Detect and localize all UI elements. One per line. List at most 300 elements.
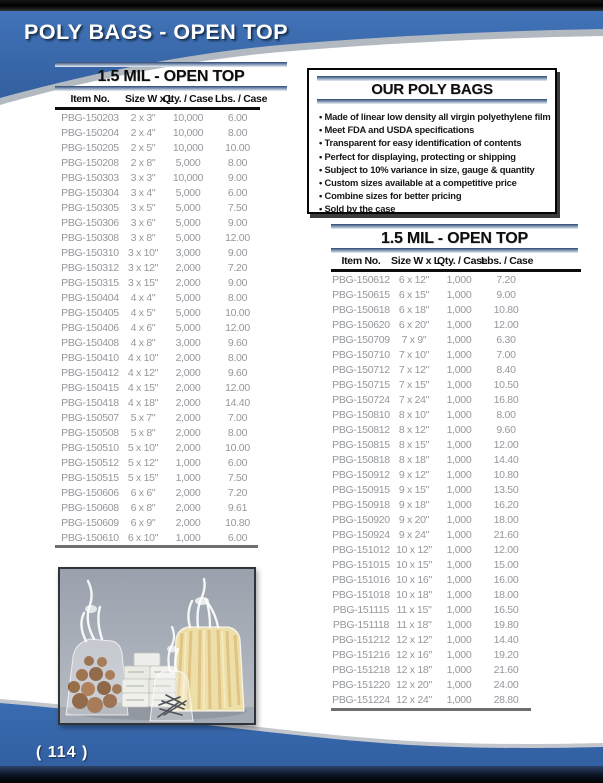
table-cell: PBG-151216 — [332, 648, 390, 661]
table-cell: 7 x 15" — [398, 378, 430, 391]
table-cell: 5,000 — [175, 231, 201, 244]
table-cell: 3,000 — [175, 246, 201, 259]
table-cell: PBG-150304 — [61, 186, 119, 199]
table-cell: 1,000 — [446, 498, 472, 511]
table-cell: 5,000 — [175, 201, 201, 214]
table-cell: PBG-150406 — [61, 321, 119, 334]
table-cell: 1,000 — [446, 273, 472, 286]
table-row — [55, 260, 287, 275]
feature-bullet: • Sold by the case — [319, 202, 547, 215]
table-row — [331, 377, 578, 392]
table-cell: 6 x 12" — [398, 273, 430, 286]
table-cell: 1,000 — [446, 393, 472, 406]
table-cell: 5,000 — [175, 216, 201, 229]
table-row — [331, 557, 578, 572]
table-cell: PBG-151016 — [332, 573, 390, 586]
table-cell: 1,000 — [446, 663, 472, 676]
table-row — [331, 482, 578, 497]
table-cell: PBG-150405 — [61, 306, 119, 319]
table-cell: 18.00 — [493, 513, 519, 526]
table-cell: PBG-150306 — [61, 216, 119, 229]
table-row — [331, 437, 578, 452]
table-cell: PBG-150205 — [61, 141, 119, 154]
table-cell: 3 x 12" — [127, 261, 159, 274]
bottom-rule — [55, 545, 258, 548]
table-cell: 10 x 16" — [396, 573, 432, 586]
table-row — [55, 440, 287, 455]
table-cell: 6 x 8" — [130, 501, 156, 514]
table-cell: 9 x 18" — [398, 498, 430, 511]
table-cell: 6.00 — [227, 456, 248, 469]
page-title: POLY BAGS - OPEN TOP — [24, 20, 289, 44]
table-cell: 10 x 15" — [396, 558, 432, 571]
table-cell: 15.00 — [493, 558, 519, 571]
table-title: 1.5 MIL - OPEN TOP — [381, 230, 528, 247]
table-cell: 10 x 18" — [396, 588, 432, 601]
table-cell: 1,000 — [175, 531, 201, 544]
table-cell: 2,000 — [175, 501, 201, 514]
table-row — [55, 335, 287, 350]
table-row — [331, 677, 578, 692]
table-cell: 19.80 — [493, 618, 519, 631]
table-row — [55, 305, 287, 320]
feature-bullet: • Transparent for easy identification of contents — [319, 136, 547, 149]
bottom-black-bar — [0, 766, 603, 783]
table-cell: PBG-150815 — [332, 438, 390, 451]
table-cell: PBG-150208 — [61, 156, 119, 169]
table-row — [55, 185, 287, 200]
table-cell: 14.40 — [493, 633, 519, 646]
table-cell: PBG-150203 — [61, 111, 119, 124]
table-cell: 12 x 12" — [396, 633, 432, 646]
table-cell: 3 x 3" — [130, 171, 156, 184]
table-cell: 9 x 20" — [398, 513, 430, 526]
table-cell: PBG-150915 — [332, 483, 390, 496]
table-cell: 6 x 15" — [398, 288, 430, 301]
table-cell: 4 x 18" — [127, 396, 159, 409]
table-row — [55, 155, 287, 170]
table-cell: 10.50 — [493, 378, 519, 391]
table-cell: PBG-150724 — [332, 393, 390, 406]
column-header: Lbs. / Case — [481, 255, 534, 267]
table-row — [55, 470, 287, 485]
table-cell: 5,000 — [175, 321, 201, 334]
table-cell: 12.00 — [225, 381, 250, 394]
table-cell: 8.00 — [227, 126, 248, 139]
table-row — [331, 422, 578, 437]
table-cell: 12.00 — [225, 321, 250, 334]
table-cell: PBG-150612 — [332, 273, 390, 286]
table-cell: PBG-150818 — [332, 453, 390, 466]
table-row — [55, 290, 287, 305]
table-cell: 3 x 4" — [130, 186, 156, 199]
feature-bullet: • Custom sizes available at a competitive price — [319, 176, 547, 189]
table-cell: 7.20 — [227, 486, 248, 499]
column-header: Size W x L — [391, 255, 440, 267]
table-cell: 6.00 — [227, 186, 248, 199]
table-cell: 2,000 — [175, 396, 201, 409]
table-cell: 9.00 — [227, 216, 248, 229]
table-row — [331, 467, 578, 482]
table-cell: 10.00 — [225, 306, 250, 319]
table-row — [331, 497, 578, 512]
table-cell: 5,000 — [175, 291, 201, 304]
table-cell: 12 x 20" — [396, 678, 432, 691]
table-row — [331, 332, 578, 347]
table-cell: 5 x 7" — [130, 411, 156, 424]
poly-bags-table-left — [55, 62, 287, 548]
table-cell: 4 x 5" — [130, 306, 156, 319]
table-cell: 6 x 6" — [130, 486, 156, 499]
table-cell: 16.20 — [493, 498, 519, 511]
page-number: ( 114 ) — [36, 744, 89, 761]
table-cell: PBG-150308 — [61, 231, 119, 244]
table-cell: PBG-151118 — [332, 618, 390, 631]
table-cell: 2,000 — [175, 486, 201, 499]
table-row — [331, 272, 578, 287]
table-cell: 6 x 9" — [130, 516, 156, 529]
table-cell: 21.60 — [493, 663, 519, 676]
table-cell: 1,000 — [446, 288, 472, 301]
table-row — [55, 410, 287, 425]
table-cell: 6.30 — [496, 333, 516, 346]
table-cell: 5 x 15" — [127, 471, 159, 484]
table-cell: PBG-151018 — [332, 588, 390, 601]
table-row — [55, 245, 287, 260]
table-cell: PBG-150508 — [61, 426, 119, 439]
table-row — [331, 542, 578, 557]
column-header: Qty. / Case — [437, 255, 488, 267]
table-cell: PBG-150404 — [61, 291, 119, 304]
table-cell: PBG-150810 — [332, 408, 390, 421]
gradient-rule — [317, 99, 547, 104]
table-row — [331, 407, 578, 422]
table-cell: 7 x 24" — [398, 393, 430, 406]
features-box — [307, 68, 557, 214]
table-cell: 1,000 — [446, 348, 472, 361]
table-cell: 10.80 — [493, 303, 519, 316]
table-cell: 10,000 — [172, 141, 204, 154]
table-row — [55, 485, 287, 500]
table-cell: 8 x 18" — [398, 453, 430, 466]
table-cell: PBG-151220 — [332, 678, 390, 691]
table-cell: 9.00 — [227, 171, 248, 184]
table-cell: 3,000 — [175, 336, 201, 349]
table-cell: 1,000 — [446, 408, 472, 421]
table-cell: 7 x 9" — [401, 333, 427, 346]
table-cell: 1,000 — [446, 453, 472, 466]
table-cell: PBG-150615 — [332, 288, 390, 301]
table-cell: 5,000 — [175, 186, 201, 199]
table-cell: 1,000 — [446, 513, 472, 526]
table-cell: 1,000 — [446, 363, 472, 376]
table-cell: 9 x 24" — [398, 528, 430, 541]
table-cell: PBG-150204 — [61, 126, 119, 139]
table-cell: PBG-151015 — [332, 558, 390, 571]
feature-bullet: • Subject to 10% variance in size, gauge & quantity — [319, 163, 547, 176]
table-cell: 12.00 — [493, 438, 519, 451]
table-cell: PBG-150510 — [61, 441, 119, 454]
table-cell: 1,000 — [446, 558, 472, 571]
table-row — [55, 380, 287, 395]
feature-bullet: • Combine sizes for better pricing — [319, 189, 547, 202]
table-cell: 3 x 5" — [130, 201, 156, 214]
table-row — [331, 572, 578, 587]
table-row — [55, 110, 287, 125]
table-cell: 5 x 10" — [127, 441, 159, 454]
table-row — [55, 200, 287, 215]
table-cell: 8.40 — [496, 363, 516, 376]
table-cell: 10 x 12" — [396, 543, 432, 556]
table-cell: 1,000 — [175, 456, 201, 469]
table-cell: 1,000 — [446, 573, 472, 586]
table-cell: 6 x 18" — [398, 303, 430, 316]
table-cell: 2,000 — [175, 516, 201, 529]
table-cell: 16.80 — [493, 393, 519, 406]
table-cell: 1,000 — [446, 543, 472, 556]
table-cell: PBG-150312 — [61, 261, 119, 274]
table-row — [331, 392, 578, 407]
table-cell: 12 x 24" — [396, 693, 432, 706]
table-cell: 7 x 12" — [398, 363, 430, 376]
table-cell: PBG-150410 — [61, 351, 119, 364]
table-row — [331, 512, 578, 527]
table-row — [55, 230, 287, 245]
table-cell: PBG-151212 — [332, 633, 390, 646]
table-row — [55, 125, 287, 140]
table-row — [331, 527, 578, 542]
table-cell: PBG-151012 — [332, 543, 390, 556]
table-cell: 8.00 — [227, 351, 248, 364]
table-cell: 16.00 — [493, 573, 519, 586]
table-row — [331, 452, 578, 467]
table-cell: 1,000 — [446, 693, 472, 706]
table-header-row — [331, 253, 578, 269]
table-cell: 13.50 — [493, 483, 519, 496]
table-row — [331, 317, 578, 332]
table-cell: PBG-150609 — [61, 516, 119, 529]
table-cell: 1,000 — [446, 333, 472, 346]
table-row — [331, 362, 578, 377]
table-cell: 5 x 8" — [130, 426, 156, 439]
table-cell: 9.00 — [496, 288, 516, 301]
table-cell: PBG-150712 — [332, 363, 390, 376]
table-cell: 2,000 — [175, 276, 201, 289]
table-row — [331, 302, 578, 317]
table-cell: 8.00 — [496, 408, 516, 421]
table-cell: 9.60 — [227, 336, 248, 349]
table-cell: PBG-151115 — [332, 603, 390, 616]
table-cell: PBG-150620 — [332, 318, 390, 331]
table-cell: 12.00 — [493, 318, 519, 331]
table-cell: 11 x 18" — [396, 618, 432, 631]
table-cell: 4 x 12" — [127, 366, 159, 379]
table-cell: 7 x 10" — [398, 348, 430, 361]
table-cell: 1,000 — [446, 528, 472, 541]
table-cell: 28.80 — [493, 693, 519, 706]
table-row — [55, 350, 287, 365]
table-row — [55, 395, 287, 410]
table-cell: 10,000 — [172, 126, 204, 139]
table-cell: PBG-150715 — [332, 378, 390, 391]
table-cell: 1,000 — [446, 318, 472, 331]
table-row — [331, 647, 578, 662]
table-cell: 9.60 — [496, 423, 516, 436]
table-cell: 8.00 — [227, 291, 248, 304]
table-cell: 14.40 — [493, 453, 519, 466]
table-cell: 10.00 — [225, 141, 250, 154]
table-row — [331, 347, 578, 362]
table-cell: 2,000 — [175, 426, 201, 439]
table-cell: 2,000 — [175, 366, 201, 379]
poly-bags-table-right — [331, 224, 578, 711]
table-cell: PBG-150618 — [332, 303, 390, 316]
column-header: Lbs. / Case — [215, 93, 268, 105]
table-row — [331, 632, 578, 647]
table-cell: 1,000 — [446, 648, 472, 661]
table-row — [331, 662, 578, 677]
table-cell: 18.00 — [493, 588, 519, 601]
table-cell: 6 x 20" — [398, 318, 430, 331]
table-cell: 10.80 — [493, 468, 519, 481]
bottom-rule — [331, 708, 531, 711]
table-cell: PBG-150412 — [61, 366, 119, 379]
table-cell: 7.50 — [227, 471, 248, 484]
table-cell: PBG-150924 — [332, 528, 390, 541]
table-cell: PBG-150608 — [61, 501, 119, 514]
table-cell: 9.00 — [227, 246, 248, 259]
table-cell: 8 x 15" — [398, 438, 430, 451]
table-row — [331, 617, 578, 632]
table-row — [55, 215, 287, 230]
table-cell: 7.20 — [496, 273, 516, 286]
table-cell: 9.00 — [227, 276, 248, 289]
table-cell: 4 x 6" — [130, 321, 156, 334]
table-title: 1.5 MIL - OPEN TOP — [97, 68, 245, 85]
table-cell: PBG-150709 — [332, 333, 390, 346]
table-cell: 4 x 4" — [130, 291, 156, 304]
table-cell: 1,000 — [446, 438, 472, 451]
table-cell: 16.50 — [493, 603, 519, 616]
table-body — [55, 110, 287, 545]
table-cell: 8 x 12" — [398, 423, 430, 436]
table-row — [55, 320, 287, 335]
table-cell: 6.00 — [227, 531, 248, 544]
table-row — [331, 602, 578, 617]
product-photo — [58, 567, 256, 725]
table-cell: PBG-150920 — [332, 513, 390, 526]
table-cell: 1,000 — [446, 603, 472, 616]
table-cell: PBG-150418 — [61, 396, 119, 409]
table-cell: PBG-150515 — [61, 471, 119, 484]
table-row — [55, 455, 287, 470]
table-cell: PBG-150912 — [332, 468, 390, 481]
table-cell: 2 x 8" — [130, 156, 156, 169]
table-cell: 14.40 — [225, 396, 250, 409]
table-cell: 1,000 — [446, 588, 472, 601]
table-cell: 1,000 — [175, 471, 201, 484]
table-cell: 10.00 — [225, 441, 250, 454]
table-cell: PBG-150305 — [61, 201, 119, 214]
table-cell: 9.60 — [227, 366, 248, 379]
table-cell: PBG-150918 — [332, 498, 390, 511]
table-cell: 12 x 18" — [396, 663, 432, 676]
table-cell: 7.50 — [227, 201, 248, 214]
table-cell: 2,000 — [175, 261, 201, 274]
table-cell: 8.00 — [227, 156, 248, 169]
features-list — [319, 110, 551, 216]
table-cell: 4 x 8" — [130, 336, 156, 349]
table-cell: 2,000 — [175, 381, 201, 394]
table-cell: 1,000 — [446, 468, 472, 481]
table-cell: 10,000 — [172, 171, 204, 184]
table-row — [55, 365, 287, 380]
table-row — [55, 500, 287, 515]
table-row — [55, 515, 287, 530]
table-row — [331, 692, 578, 707]
table-cell: 5,000 — [175, 306, 201, 319]
table-cell: 9 x 15" — [398, 483, 430, 496]
column-header: Size W x L — [125, 93, 174, 105]
table-cell: PBG-150710 — [332, 348, 390, 361]
table-cell: PBG-150812 — [332, 423, 390, 436]
feature-bullet: • Perfect for displaying, protecting or shipping — [319, 150, 547, 163]
column-header: Item No. — [70, 93, 110, 105]
features-title: OUR POLY BAGS — [371, 81, 493, 98]
table-cell: 9.61 — [227, 501, 248, 514]
table-cell: 3 x 8" — [130, 231, 156, 244]
table-cell: 2,000 — [175, 441, 201, 454]
table-cell: PBG-151218 — [332, 663, 390, 676]
table-cell: PBG-150408 — [61, 336, 119, 349]
table-cell: 2 x 3" — [130, 111, 156, 124]
table-cell: PBG-150606 — [61, 486, 119, 499]
table-cell: 1,000 — [446, 423, 472, 436]
table-cell: 2,000 — [175, 351, 201, 364]
table-cell: 12.00 — [225, 231, 250, 244]
table-cell: 1,000 — [446, 483, 472, 496]
table-cell: 1,000 — [446, 303, 472, 316]
table-row — [331, 587, 578, 602]
table-cell: 1,000 — [446, 618, 472, 631]
table-cell: PBG-150512 — [61, 456, 119, 469]
table-cell: 7.20 — [227, 261, 248, 274]
table-row — [55, 530, 287, 545]
table-cell: 21.60 — [493, 528, 519, 541]
column-header: Item No. — [341, 255, 381, 267]
table-cell: 3 x 15" — [127, 276, 159, 289]
table-cell: PBG-150315 — [61, 276, 119, 289]
table-cell: 3 x 10" — [127, 246, 159, 259]
table-cell: PBG-150415 — [61, 381, 119, 394]
table-row — [55, 425, 287, 440]
table-cell: 1,000 — [446, 378, 472, 391]
table-body — [331, 272, 578, 707]
table-cell: 6 x 10" — [127, 531, 159, 544]
table-cell: 2 x 5" — [130, 141, 156, 154]
table-cell: 10.80 — [225, 516, 250, 529]
table-header-row — [55, 91, 287, 107]
table-cell: PBG-151224 — [332, 693, 390, 706]
table-cell: 2,000 — [175, 411, 201, 424]
table-cell: PBG-150610 — [61, 531, 119, 544]
table-cell: 12.00 — [493, 543, 519, 556]
table-cell: PBG-150507 — [61, 411, 119, 424]
table-cell: 7.00 — [496, 348, 516, 361]
table-cell: 19.20 — [493, 648, 519, 661]
table-row — [55, 140, 287, 155]
column-header: Qty. / Case — [162, 93, 214, 105]
